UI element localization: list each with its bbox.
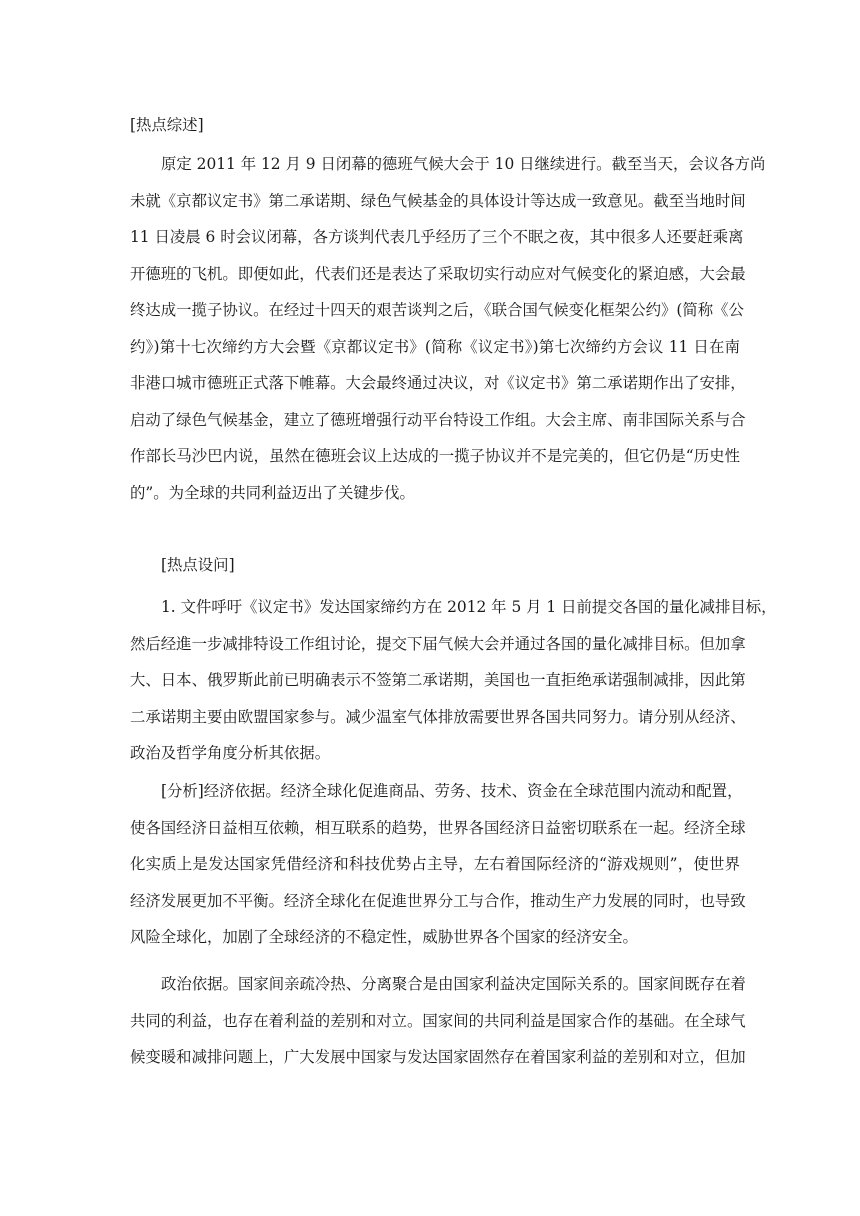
text-line: [分析]经济依据。经济全球化促進商品、劳务、技术、资金在全球范围内流动和配置， — [161, 782, 743, 800]
text-line: 化实质上是发达国家凭借经济和科技优势占主导，左右着国际经济的“游戏规则”，使世界 — [130, 855, 740, 873]
section-heading-questions: [热点设问] — [161, 556, 235, 574]
text-line: 未就《京都议定书》第二承诺期、绿色气候基金的具体设计等达成一致意见。截至当地时间 — [130, 191, 746, 210]
text-line: 启动了绿色气候基金，建立了德班增强行动平台特设工作组。大会主席、南非国际关系与合 — [130, 410, 746, 429]
text-line: 非港口城市德班正式落下帷幕。大会最终通过决议，对《议定书》第二承诺期作出了安排， — [130, 374, 746, 392]
text-line: 政治及哲学角度分析其依据。 — [130, 744, 331, 762]
text-line: 风险全球化，加剧了全球经济的不稳定性，威胁世界各个国家的经济安全。 — [130, 928, 638, 946]
text-line: 1. 文件呼吁《议定书》发达国家缔约方在 2012 年 5 月 1 日前提交各国的量化减排目标， — [161, 598, 777, 616]
text-line: 11 日凌晨 6 时会议闭幕，各方谈判代表几乎经历了三个不眠之夜，其中很多人还要赶乘离 — [130, 228, 744, 246]
text-line: 终达成一揽子协议。在经过十四天的艰苦谈判之后，《联合国气候变化框架公约》(简称《公 — [130, 301, 744, 319]
text-line: 开德班的飞机。即便如此，代表们还是表达了采取切实行动应对气候变化的紧迫感，大会最 — [130, 264, 746, 283]
text-line: 的”。为全球的共同利益迈出了关键步伐。 — [130, 483, 415, 502]
paragraph-analysis-economic — [130, 773, 746, 956]
section-heading-overview: [热点综述] — [130, 116, 204, 134]
text-line: 作部长马沙巴内说，虽然在德班会议上达成的一揽子协议并不是完美的，但它仍是“历史性 — [130, 447, 740, 465]
text-line: 共同的利益，也存在着利益的差别和对立。国家间的共同利益是国家合作的基础。在全球气 — [130, 1011, 746, 1030]
text-line: 二承诺期主要由欧盟国家参与。减少温室气体排放需要世界各国共同努力。请分别从经济、 — [130, 707, 746, 726]
paragraph-question-1 — [130, 589, 777, 772]
text-line: 原定 2011 年 12 月 9 日闭幕的德班气候大会于 10 日继续进行。截至当天，会议各方尚 — [161, 155, 766, 173]
text-line: 使各国经济日益相互依赖，相互联系的趋势，世界各国经济日益密切联系在一起。经济全球 — [130, 818, 746, 837]
paragraph-overview — [130, 146, 766, 511]
text-line: 政治依据。国家间亲疏冷热、分离聚合是由国家利益决定国际关系的。国家间既存在着 — [161, 975, 746, 993]
text-line: 候变暖和减排问题上，广大发展中国家与发达国家固然存在着国家利益的差别和对立，但加 — [130, 1048, 746, 1066]
text-line: 大、日本、俄罗斯此前已明确表示不签第二承诺期，美国也一直拒绝承诺强制减排，因此第 — [130, 671, 746, 689]
text-line: 经济发展更加不平衡。经济全球化在促進世界分工与合作，推动生产力发展的同时，也导致 — [130, 891, 746, 910]
text-line: 然后经進一步减排特设工作组讨论，提交下届气候大会并通过各国的量化减排目标。但加拿 — [130, 634, 746, 653]
paragraph-analysis-political — [130, 966, 746, 1076]
text-line: 约》)第十七次缔约方大会暨《京都议定书》(简称《议定书》)第七次缔约方会议 11 日在南 — [130, 337, 740, 356]
